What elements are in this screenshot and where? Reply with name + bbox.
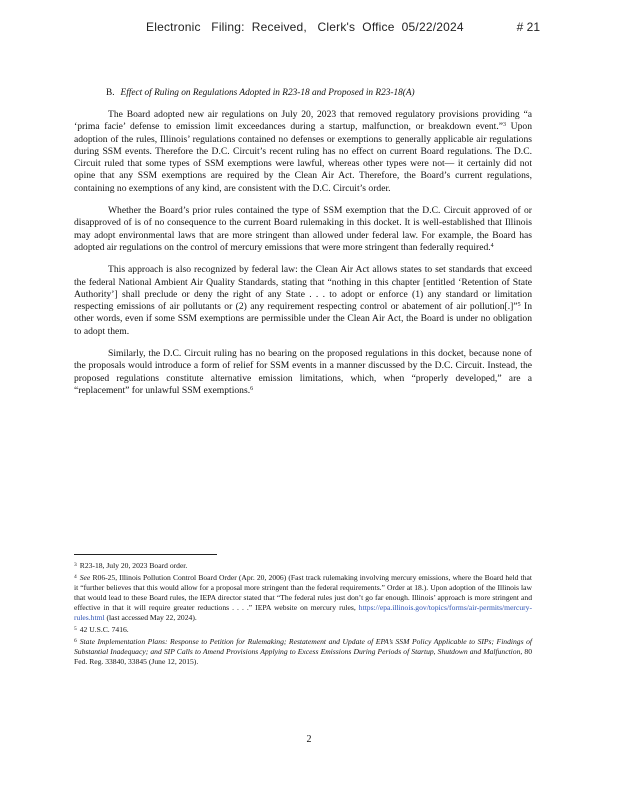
footnote	[74, 636, 532, 667]
filing-header	[0, 20, 618, 36]
filing-stamp: Electronic Filing: Received, Clerk's Office 05/22/2024	[146, 20, 464, 34]
body-text	[74, 109, 532, 407]
paragraph	[74, 205, 532, 254]
paragraph-text: In other words, even if some SSM exemptions are permissible under the Clean Air Act, the Board is under no obligation to adopt them.	[74, 301, 532, 337]
paragraph-text: Similarly, the D.C. Circuit ruling has no bearing on the proposed regulations in this docket, because none of the proposals would introduce a form of relief for SSM events in a manner discussed by the D.C. Circuit. Instead, the proposed regulations constitute alternative emission limitations, which, when “properly developed,” are a “replacement” for unlawful SSM exemptions.	[74, 348, 532, 396]
footnote-signal: See	[79, 573, 91, 582]
footnote	[74, 572, 532, 623]
paragraph	[74, 109, 532, 195]
footnote-ref[interactable]: 5	[517, 302, 521, 309]
paragraph	[74, 264, 532, 338]
paragraph-text: This approach is also recognized by federal law: the Clean Air Act allows states to set standards that exceed the federal National Ambient Air Quality Standards, stating that “nothing in this chapter [entitled ‘Retention of State Authority’] shall preclude or deny the right of any State . . . to adopt or enforce (1) any standard or limitation respecting emissions of air pollutants or (2) any requirement respecting control or abatement of air pollution[.]”	[74, 264, 532, 313]
document-number: # 21	[516, 20, 540, 34]
iepa-mercury-rules-link[interactable]: https://epa.illinois.gov/topics/forms/air-permits/mercury-rules.html	[74, 603, 532, 622]
footnote-text: R23-18, July 20, 2023 Board order.	[79, 561, 188, 570]
page-number: 2	[306, 734, 312, 745]
footnote-number: 5	[74, 626, 77, 632]
footnote-number: 4	[74, 574, 77, 580]
paragraph-text: Whether the Board’s prior rules contained the type of SSM exemption that the D.C. Circuit approved of or disapproved of is of no consequence to the current Board rulemaking in this docket. It is well-established that Illinois may adopt environmental laws that are more stringent than allowed under federal law. For example, the Board has adopted air regulations on the control of mercury emissions that were more stringent than federally required.	[74, 205, 532, 253]
paragraph	[74, 348, 532, 397]
section-number: B.	[106, 88, 115, 98]
paragraph-text: Upon adoption of the rules, Illinois’ regulations contained no defenses or exemptions to generally applicable air regulations during SSM events. Therefore the D.C. Circuit’s recent ruling has no effect on current Board regulations. The D.C. Circuit ruled that some types of SSM exemptions were lawful, whereas other types were not— it certainly did not opine that any SSM exemptions are required by the Clean Air Act. Therefore, the Board’s current regulations, containing no exemptions of any kind, are consistent with the D.C. Circuit’s order.	[74, 121, 532, 194]
footnote-number: 6	[74, 638, 77, 644]
footnote-text: (last accessed May 22, 2024).	[104, 613, 197, 622]
footnote-divider	[74, 554, 217, 555]
footnote-ref[interactable]: 6	[250, 385, 254, 392]
footnote-text: 42 U.S.C. 7416.	[79, 625, 129, 634]
footnote-text: R06-25, Illinois Pollution Control Board Order (Apr. 20, 2006) (Fast track rulemaking involving mercury emissions, where the Board held that it “further believes that this would allow for a proposal more stringent than the federal requirements.” Order at 18.). Upon adoption of the Illinois law that would lead to these Board rules, the IEPA director stated that “The federal rules just don’t go far enough. Illinois’ approach is more stringent and effective in that it will require greater reductions . . . .” IEPA website on mercury rules,	[74, 573, 532, 612]
footnotes	[74, 560, 532, 668]
footnote-ref[interactable]: 3	[503, 122, 506, 129]
footnote	[74, 560, 532, 571]
section-title: Effect of Ruling on Regulations Adopted in R23-18 and Proposed in R23-18(A)	[120, 88, 415, 98]
footnote-number: 3	[74, 562, 77, 568]
section-heading	[106, 88, 526, 98]
footnote-citation-title: State Implementation Plans: Response to Petition for Rulemaking; Restatement and Update of EPA’s SSM Policy Applicable to SIPs; Findings of Substantial Inadequacy; and SIP Calls to Amend Provisions Applying to Excess Emissions During Periods of Startup, Shutdown and Malfunction	[74, 637, 532, 656]
footnote	[74, 624, 532, 635]
footnote-text: , 80 Fed. Reg. 33840, 33845 (June 12, 2015).	[74, 647, 532, 666]
footnote-ref[interactable]: 4	[490, 242, 494, 249]
paragraph-text: The Board adopted new air regulations on July 20, 2023 that removed regulatory provisions providing “a ‘prima facie’ defense to emission limit exceedances during a startup, malfunction, or breakdown event.”	[74, 109, 532, 133]
